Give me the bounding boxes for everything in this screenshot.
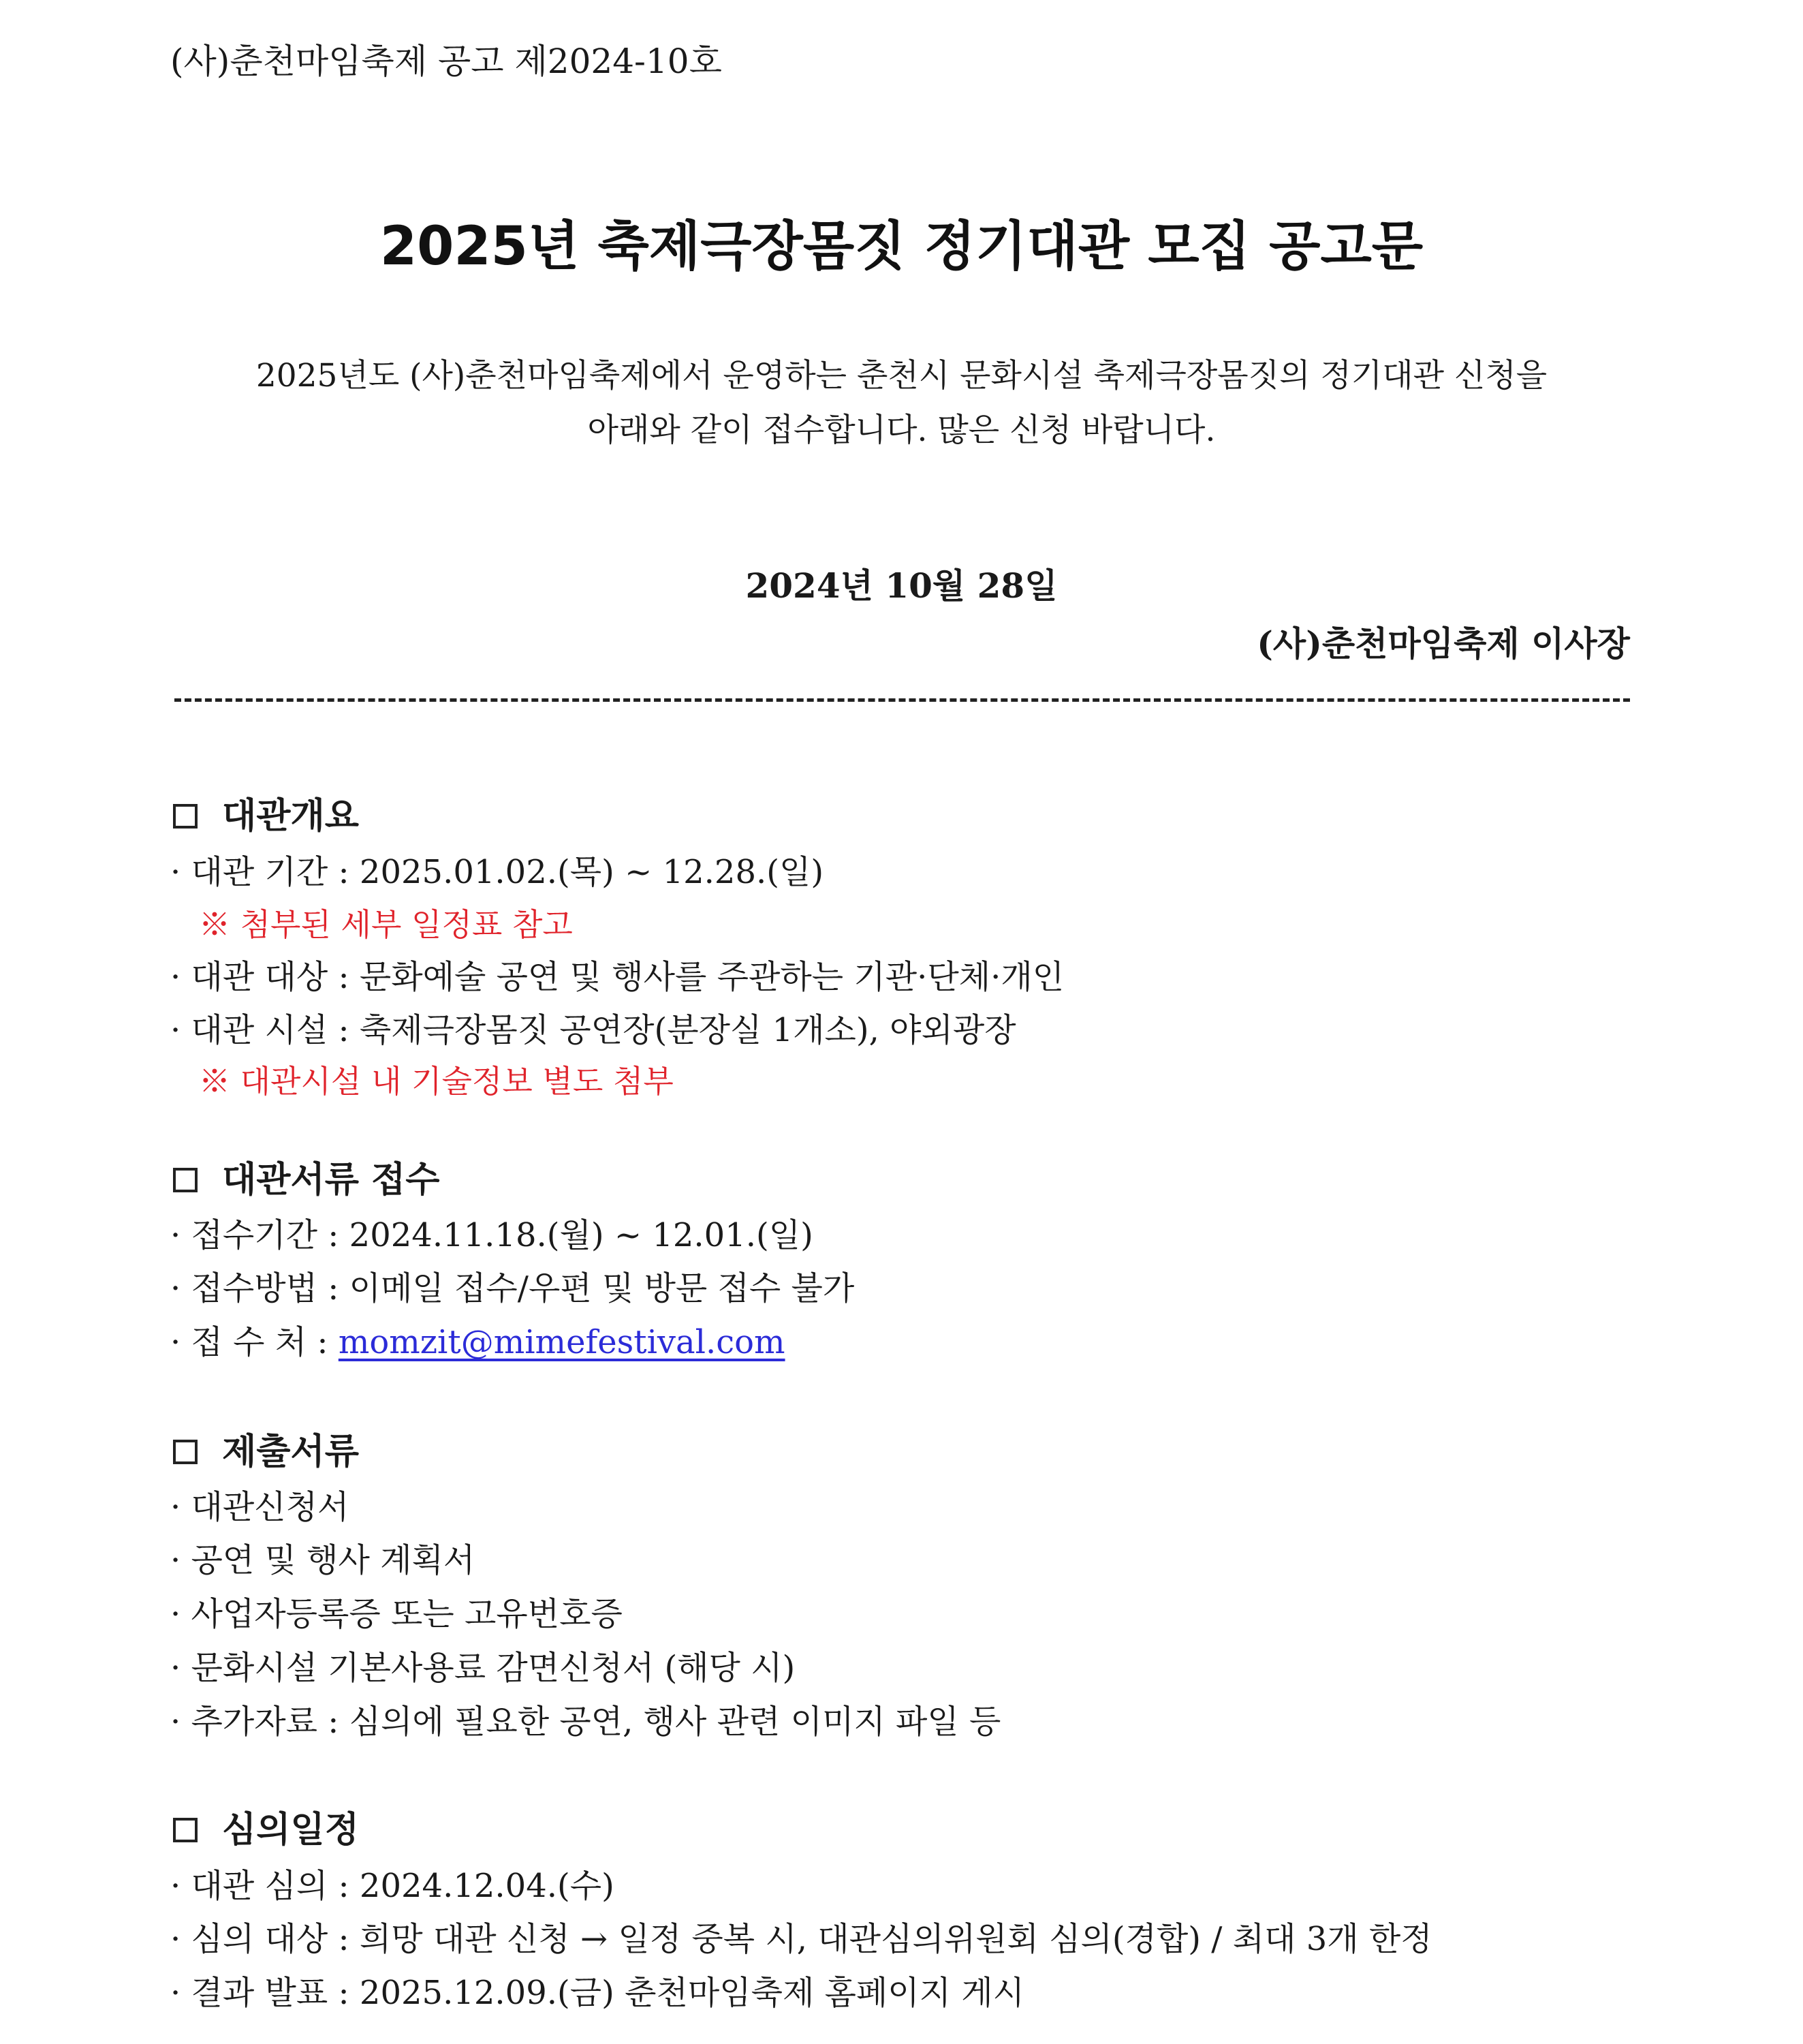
overview-facility: · 대관 시설 : 축제극장몸짓 공연장(분장실 1개소), 야외광장 bbox=[170, 1011, 1016, 1049]
reception-period: · 접수기간 : 2024.11.18.(월) ~ 12.01.(일) bbox=[170, 1216, 813, 1254]
signer: (사)춘천마임축제 이사장 bbox=[1257, 623, 1630, 664]
notice-date: 2024년 10월 28일 bbox=[745, 566, 1058, 606]
intro-paragraph bbox=[0, 349, 1803, 458]
checkbox-icon bbox=[173, 1440, 198, 1464]
overview-target: · 대관 대상 : 문화예술 공연 및 행사를 주관하는 기관·단체·개인 bbox=[170, 958, 1065, 996]
reception-place bbox=[170, 1318, 785, 1366]
page-title: 2025년 축제극장몸짓 정기대관 모집 공고문 bbox=[379, 216, 1424, 277]
overview-facility-note: ※ 대관시설 내 기술정보 별도 첨부 bbox=[199, 1063, 674, 1100]
email-link[interactable]: momzit@mimefestival.com bbox=[338, 1323, 785, 1361]
checkbox-icon bbox=[173, 1818, 198, 1842]
intro-line-2: 아래와 같이 접수합니다. 많은 신청 바랍니다. bbox=[587, 412, 1216, 449]
document-item: · 문화시설 기본사용료 감면신청서 (해당 시) bbox=[170, 1649, 796, 1687]
reception-place-label: · 접 수 처 : bbox=[170, 1323, 339, 1361]
intro-line-1: 2025년도 (사)춘천마임축제에서 운영하는 춘천시 문화시설 축제극장몸짓의 정기대관 신청을 bbox=[255, 357, 1548, 394]
section-overview-heading bbox=[173, 792, 359, 840]
section-overview-title: 대관개요 bbox=[222, 796, 359, 837]
reception-method: · 접수방법 : 이메일 접수/우편 및 방문 접수 불가 bbox=[170, 1269, 855, 1307]
checkbox-icon bbox=[173, 1168, 198, 1192]
section-review-title: 심의일정 bbox=[222, 1810, 359, 1851]
document-item: · 사업자등록증 또는 고유번호증 bbox=[170, 1595, 623, 1633]
dashed-divider bbox=[174, 698, 1630, 702]
document-item: · 공연 및 행사 계획서 bbox=[170, 1541, 475, 1579]
overview-period: · 대관 기간 : 2025.01.02.(목) ~ 12.28.(일) bbox=[170, 853, 824, 891]
document-item: · 추가자료 : 심의에 필요한 공연, 행사 관련 이미지 파일 등 bbox=[170, 1703, 1001, 1741]
review-date: · 대관 심의 : 2024.12.04.(수) bbox=[170, 1867, 614, 1905]
review-result: · 결과 발표 : 2025.12.09.(금) 춘천마임축제 홈페이지 게시 bbox=[170, 1974, 1025, 2012]
section-reception-title: 대관서류 접수 bbox=[222, 1160, 440, 1201]
section-documents-title: 제출서류 bbox=[222, 1431, 359, 1472]
document-item: · 대관신청서 bbox=[170, 1488, 349, 1526]
overview-period-note: ※ 첨부된 세부 일정표 참고 bbox=[199, 906, 573, 943]
checkbox-icon bbox=[173, 804, 198, 829]
notice-number: (사)춘천마임축제 공고 제2024-10호 bbox=[170, 42, 722, 81]
section-reception-heading bbox=[173, 1156, 440, 1204]
section-review-heading bbox=[173, 1806, 359, 1854]
section-documents-heading bbox=[173, 1428, 359, 1476]
review-target: · 심의 대상 : 희망 대관 신청 → 일정 중복 시, 대관심의위원회 심의(경합) / 최대 3개 한정 bbox=[170, 1920, 1432, 1958]
